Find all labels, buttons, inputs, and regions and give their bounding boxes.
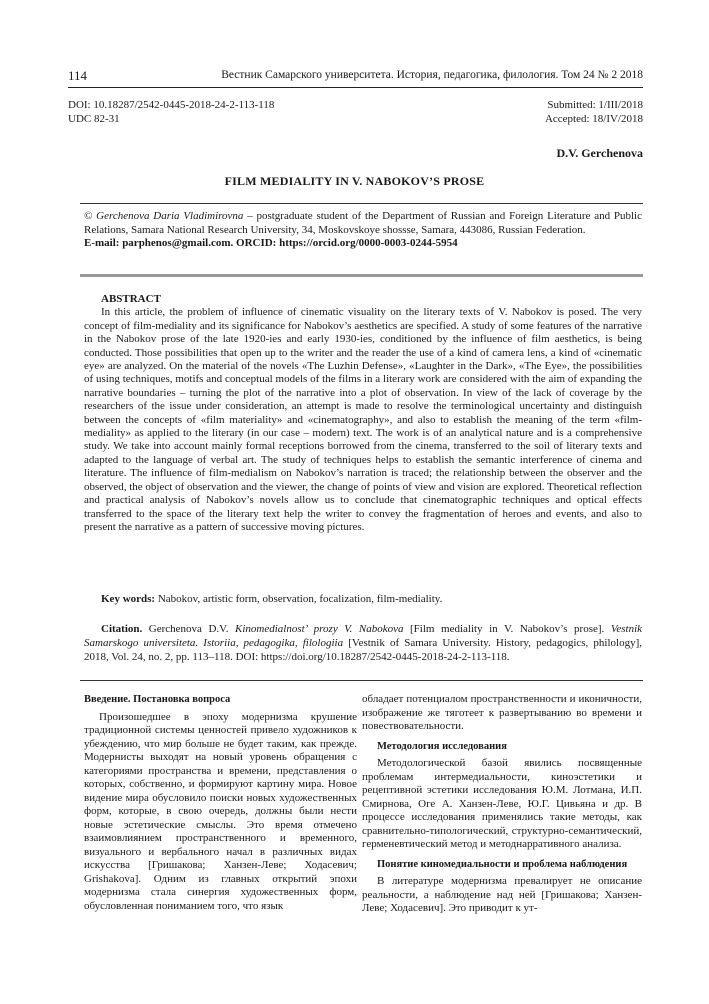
section-heading-concept: Понятие киномедиальности и проблема наблюдения	[377, 858, 628, 870]
body-column-right	[362, 693, 642, 916]
keywords-block	[84, 592, 642, 606]
section-heading-methodology: Методология исследования	[377, 740, 507, 752]
section-heading-introduction: Введение. Постановка вопроса	[84, 694, 231, 705]
keywords-text: Nabokov, artistic form, observation, focalization, film-mediality.	[155, 593, 443, 605]
author-description: – postgraduate student of the Department of Russian and Foreign Literature and Public Relations, Samara National Research University, 34, Moskovskoye shossse, Samara, 443086, Russian Federation.	[84, 210, 642, 236]
header-rule	[68, 87, 643, 88]
journal-running-header: Вестник Самарского университета. История, педагогика, филология. Том 24 № 2 2018	[221, 69, 643, 81]
author-info-top-rule	[80, 203, 643, 204]
introduction-paragraph: Произошедшее в эпоху модернизма крушение традиционной системы ценностей привело художников к убеждению, что мир больше не будет таким, как прежде. Модернисты выходят на новый уровень обращения с категориями пространства и времени, представления о которых, собственно, и формируют картину мира. Новое видение мира обусловило поиски новых художественных форм, которые, в свою очередь, должны были нести новые эстетические смыслы. Это время отмечено взаимовлиянием пространственного и временного, визуального и вербального начал в различных видах искусства [Гришакова; Ханзен-Леве; Ходасевич; Grishakova]. Одним из главных открытий эпохи модернизма стала синергия художественных форм, обусловленная пониманием того, что язык	[84, 710, 357, 912]
body-separator-rule	[80, 680, 643, 681]
udc-text: UDC 82-31	[68, 113, 120, 125]
methodology-paragraph: Методологической базой явились посвященные проблемам интермедиальности, киноэстетики и рецептивной эстетики исследования Ю.М. Лотмана, И.П. Смирнова, Оге А. Ханзен-Леве, Ю.Г. Цивьяна и др. В процессе исследования применялись такие методы, как сравнительно-типологический, структурно-семантический, герменевтический метод и методнарративного анализа.	[362, 757, 642, 850]
citation-title-ru: Kinomedialnost’ prozy V. Nabokova	[235, 623, 404, 635]
doi-text[interactable]: DOI: 10.18287/2542-0445-2018-24-2-113-118	[68, 99, 275, 111]
page-number: 114	[68, 68, 88, 83]
doi-block	[68, 98, 274, 126]
abstract-text: In this article, the problem of influence of cinematic visuality on the literary texts of V. Nabokov is posed. The very concept of film-mediality and its significance for Nabokov’s aesthetics are specified. A study of some features of the narrative in the Nabokov prose of the late 1920-ies and early 1930-ies, conditioned by the influence of film aesthetics, is being conducted. Those possibilities that open up to the writer and the reader the use of a kind of camera lens, a kind of «cinematic eye» are analyzed. On the material of the novels «The Luzhin Defense», «Laughter in the Dark», «The Eye», the possibilities of using techniques, motifs and conceptual models of the films in a literary work are considered with the aim of expanding the narrative boundaries – turning the plot of the narrative into a plot of observation. In view of the lack of coverage by the researchers of the issue under consideration, an attempt is made to resolve the terminological uncertainty and distinguish between the concepts of «film materiality» and «cinematography», and also to establish the meaning of the term «film-mediality» as applied to the literary (in our case – modern) text. The work is of an analytical nature and is a comprehensive study. We take into account mainly formal receptions borrowed from the cinema, transferred to the soil of literary texts and adapted to the language of verbal art. The study of techniques helps to establish the semantic interference of cinema and literature. The influence of film-medialism on Nabokov’s narration is traced; the relationship between the observer and the observed, the object of observation and the viewer, the change of points of view and vision are explored. Theoretical reflection and practical analysis of Nabokov’s novels allow us to conclude that cinematographic techniques and optical effects transferred to the space of the literary text help the writer to convey the fragmentation of heroes and events, and also to present the narrative as a pattern of successive moving pictures.	[84, 306, 642, 533]
author-contact[interactable]: E-mail: parphenos@gmail.com. ORCID: https://orcid.org/0000-0003-0244-5954	[84, 237, 458, 250]
citation-block	[84, 622, 642, 664]
citation-label: Citation.	[101, 623, 143, 635]
citation-journal: Vestnik Samarskogo universiteta. Istoriia, pedagogika, filologiia	[84, 623, 643, 649]
accepted-date: Accepted: 18/IV/2018	[544, 113, 643, 125]
citation-title-en: [Film mediality in V. Nabokov’s prose].	[403, 623, 611, 635]
keywords-label: Key words:	[101, 593, 156, 605]
author-info	[84, 210, 642, 251]
concept-paragraph: В литературе модернизма превалирует не описание реальности, а наблюдение над ней [Гришакова; Ханзен-Леве; Ходасевич]. Это приводит к ут-	[362, 875, 642, 914]
citation-rest[interactable]: [Vestnik of Samara University. History, pedagogics, philology], 2018, Vol. 24, no. 2, pp. 113–118. DOI: https://doi.org/10.18287/2542-0445-2018-24-2-113-118.	[84, 637, 642, 663]
continuation-paragraph: обладает потенциалом пространственности и иконичности, изображение же тяготеет к развертыванию во времени и повествовательности.	[362, 693, 642, 732]
abstract-heading: ABSTRACT	[101, 293, 161, 305]
author-info-bottom-rule	[80, 274, 643, 277]
citation-author: Gerchenova D.V.	[142, 623, 236, 635]
author-full-name: © Gerchenova Daria Vladimirovna	[84, 210, 244, 222]
article-author: D.V. Gerchenova	[556, 146, 643, 160]
abstract-block	[84, 293, 642, 534]
dates-block	[545, 98, 643, 126]
article-title: FILM MEDIALITY IN V. NABOKOV’S PROSE	[224, 174, 485, 188]
submitted-date: Submitted: 1/III/2018	[547, 99, 643, 111]
body-column-left	[84, 693, 357, 913]
